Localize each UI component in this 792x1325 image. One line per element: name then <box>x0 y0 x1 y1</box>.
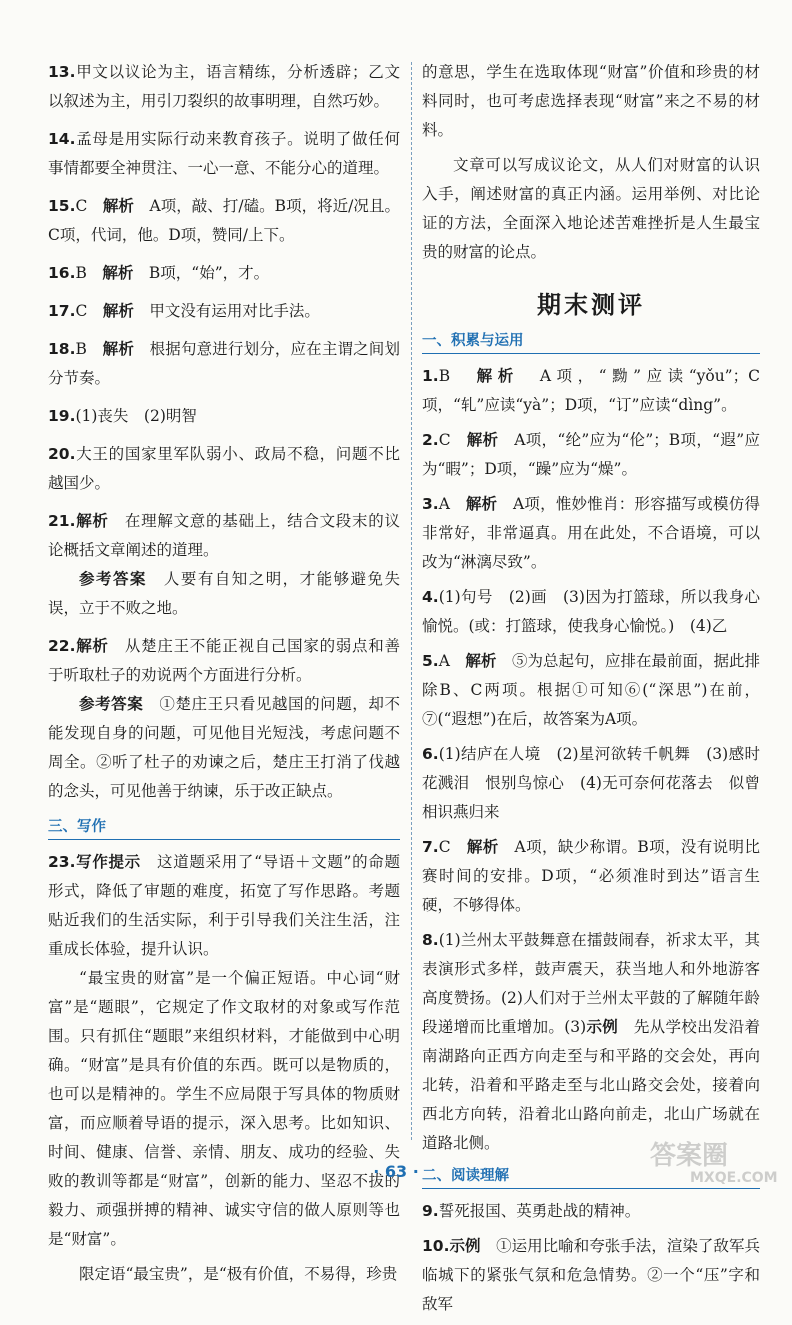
watermark-logo: 答案圈 <box>650 1141 729 1171</box>
item-number: 1. <box>422 367 439 385</box>
answer-2 <box>422 426 760 484</box>
item-text: (1)丧失 (2)明智 <box>75 407 197 425</box>
example-label: 示例 <box>586 1018 619 1036</box>
item-text: 这道题采用了“导语＋文题”的命题形式，降低了审题的难度，拓宽了写作思路。考题贴近我们的生活实际，利于引导我们关注生活，注重成长体验，提升认识。 <box>48 853 400 958</box>
item-number: 2. <box>422 431 439 449</box>
item-text: (1)句号 (2)画 (3)因为打篮球，所以我身心愉悦。(或：打篮球，使我身心愉悦。) (4)乙 <box>422 588 760 635</box>
page-number: · 63 · <box>373 1162 419 1181</box>
item-number: 4. <box>422 588 439 606</box>
writing-paragraph: 限定语“最宝贵”，是“极有价值，不易得，珍贵 <box>79 1265 398 1283</box>
column-divider <box>411 62 412 1140</box>
item-number: 15. <box>48 197 76 215</box>
answer-7 <box>422 833 760 920</box>
item-number: 23. <box>48 853 76 871</box>
reference-answer <box>48 690 400 806</box>
item-answer: B <box>75 264 87 282</box>
answer-18 <box>48 335 400 393</box>
item-answer: C <box>438 431 451 449</box>
answer-22 <box>48 632 400 806</box>
watermark-url: MXQE.COM <box>690 1170 778 1186</box>
item-number: 6. <box>422 745 439 763</box>
item-number: 22. <box>48 637 76 655</box>
item-number: 19. <box>48 407 76 425</box>
answer-13 <box>48 58 400 116</box>
analysis-label: 解析 <box>102 302 134 320</box>
item-number: 14. <box>48 130 76 148</box>
analysis-label: 解析 <box>75 512 109 530</box>
item-text: A项，敲、打/磕。B项，将近/况且。C项，代词，他。D项，赞同/上下。 <box>48 197 400 244</box>
item-answer: C <box>75 302 88 320</box>
analysis-label: 解析 <box>75 637 109 655</box>
answer-1 <box>422 362 760 420</box>
item-text: (1)结庐在人境 (2)星河欲转千帆舞 (3)感时花溅泪 恨别鸟惊心 (4)无可奈何花落去 似曾相识燕归来 <box>422 745 760 821</box>
section-heading-reading: 二、阅读理解 <box>422 1164 760 1189</box>
analysis-label: 解析 <box>466 838 499 856</box>
item-number: 17. <box>48 302 76 320</box>
item-text: ①运用比喻和夸张手法，渲染了敌军兵临城下的紧张气氛和危急情势。②一个“压”字和敌军 <box>422 1237 760 1313</box>
reference-answer <box>48 565 400 623</box>
continued-paragraph: 文章可以写成议论文，从人们对财富的认识入手，阐述财富的真正内涵。运用举例、对比论证的方法，全面深入地论述苦难挫折是人生最宝贵的财富的论点。 <box>422 156 760 261</box>
item-text: 甲文没有运用对比手法。 <box>149 302 320 320</box>
continued-paragraph: 的意思，学生在选取体现“财富”价值和珍贵的材料同时，也可考虑选择表现“财富”来之不易的材料。 <box>422 63 760 139</box>
answer-5 <box>422 647 760 734</box>
analysis-label: 解析 <box>102 340 134 358</box>
item-number: 8. <box>422 931 439 949</box>
item-text: 从楚庄王不能正视自己国家的弱点和善于听取杜子的劝说两个方面进行分析。 <box>48 637 400 684</box>
item-number: 5. <box>422 652 439 670</box>
analysis-label: 解析 <box>102 264 134 282</box>
answer-20 <box>48 440 400 498</box>
section-heading-writing: 三、写作 <box>48 815 400 840</box>
answer-19 <box>48 402 400 431</box>
answer-4 <box>422 583 760 641</box>
answer-17 <box>48 297 400 326</box>
item-text: A项，惟妙惟肖：形容描写或模仿得非常好，非常逼真。用在此处，不合语境，可以改为“淋漓尽致”。 <box>422 495 760 571</box>
reference-text: ①楚庄王只看见越国的问题，却不能发现自身的问题，可见他目光短浅，考虑问题不周全。②听了杜子的劝谏之后，楚庄王打消了伐越的念头，可见他善于纳谏，乐于改正缺点。 <box>48 695 400 800</box>
item-text: 甲文以议论为主，语言精练，分析透辟；乙文以叙述为主，用引刀裂织的故事明理，自然巧妙。 <box>48 63 400 110</box>
item-text: 在理解文意的基础上，结合文段末的议论概括文章阐述的道理。 <box>48 512 400 559</box>
reference-text: 人要有自知之明，才能够避免失误，立于不败之地。 <box>48 570 400 617</box>
item-answer: A <box>438 652 450 670</box>
item-answer: B <box>438 367 451 385</box>
answer-3 <box>422 490 760 577</box>
answer-6 <box>422 740 760 827</box>
reference-label: 参考答案 <box>79 695 144 713</box>
item-number: 13. <box>48 63 76 81</box>
item-text: ⑤为总起句，应排在最前面，据此排除B、C两项。根据①可知⑥(“深思”)在前，⑦(“遐想”)在后，故答案为A项。 <box>422 652 760 728</box>
writing-paragraph: “最宝贵的财富”是一个偏正短语。中心词“财富”是“题眼”，它规定了作文取材的对象或写作范围。只有抓住“题眼”来组织材料，才能做到中心明确。“财富”是具有价值的东西。既可以是物质的，也可以是精神的。学生不应局限于写具体的物质财富，而应顺着导语的提示，深入思考。比如知识、时间、健康、信誉、亲情、朋友、成功的经验、失败的教训等都是“财富”，创新的能力、坚忍不拔的毅力、顽强拼搏的精神、诚实守信的做人原则等也是“财富”。 <box>48 969 400 1248</box>
item-number: 9. <box>422 1202 439 1220</box>
analysis-label: 解析 <box>466 431 499 449</box>
answer-21 <box>48 507 400 623</box>
item-answer: C <box>438 838 451 856</box>
item-text: (1)兰州太平鼓舞意在擂鼓闹春，祈求太平，其表演形式多样，鼓声震天，获当地人和外地游客高度赞扬。(2)人们对于兰州太平鼓的了解随年龄段递增而比重增加。(3) <box>422 931 760 1036</box>
section-heading-accumulation: 一、积累与运用 <box>422 329 760 354</box>
item-text-continued: 先从学校出发沿着南湖路向正西方向走至与和平路的交会处，再向北转，沿着和平路走至与北山路交会处，接着向西北方向转，沿着北山路向前走，北山广场就在道路北侧。 <box>422 1018 760 1152</box>
item-number: 3. <box>422 495 439 513</box>
item-text: A项，“纶”应为“伦”；B项，“遐”应为“暇”；D项，“躁”应为“燥”。 <box>422 431 760 478</box>
left-column <box>48 58 400 1298</box>
analysis-label: 解析 <box>465 652 497 670</box>
item-text: B项，“始”，才。 <box>148 264 270 282</box>
item-text: 大王的国家里军队弱小、政局不稳，问题不比越国少。 <box>48 445 400 492</box>
item-text: 誓死报国、英勇赴战的精神。 <box>438 1202 641 1220</box>
item-number: 7. <box>422 838 439 856</box>
item-answer: B <box>75 340 87 358</box>
item-number: 10. <box>422 1237 450 1255</box>
item-number: 21. <box>48 512 76 530</box>
answer-8 <box>422 926 760 1158</box>
analysis-label: 解析 <box>465 495 498 513</box>
item-answer: C <box>75 197 88 215</box>
analysis-label: 解析 <box>476 367 519 385</box>
answer-14 <box>48 125 400 183</box>
answer-23 <box>48 848 400 1289</box>
example-label: 示例 <box>449 1237 481 1255</box>
item-number: 18. <box>48 340 76 358</box>
item-text: A项，缺少称谓。B项，没有说明比赛时间的安排。D项，“必须准时到达”语言生硬，不够得体。 <box>422 838 760 914</box>
analysis-label: 解析 <box>102 197 134 215</box>
item-text: 根据句意进行划分，应在主谓之间划分节奏。 <box>48 340 400 387</box>
item-text: 孟母是用实际行动来教育孩子。说明了做任何事情都要全神贯注、一心一意、不能分心的道理。 <box>48 130 400 177</box>
item-number: 16. <box>48 264 76 282</box>
writing-tip-label: 写作提示 <box>75 853 141 871</box>
answer-10 <box>422 1232 760 1319</box>
answer-15 <box>48 192 400 250</box>
item-number: 20. <box>48 445 76 463</box>
item-answer: A <box>438 495 450 513</box>
item-text: A项，“黝”应读“yǒu”；C项，“轧”应读“yà”；D项，“订”应读“dìng”。 <box>422 367 760 414</box>
section-title: 期末测评 <box>537 291 645 319</box>
answer-16 <box>48 259 400 288</box>
answer-9 <box>422 1197 760 1226</box>
reference-label: 参考答案 <box>79 570 147 588</box>
